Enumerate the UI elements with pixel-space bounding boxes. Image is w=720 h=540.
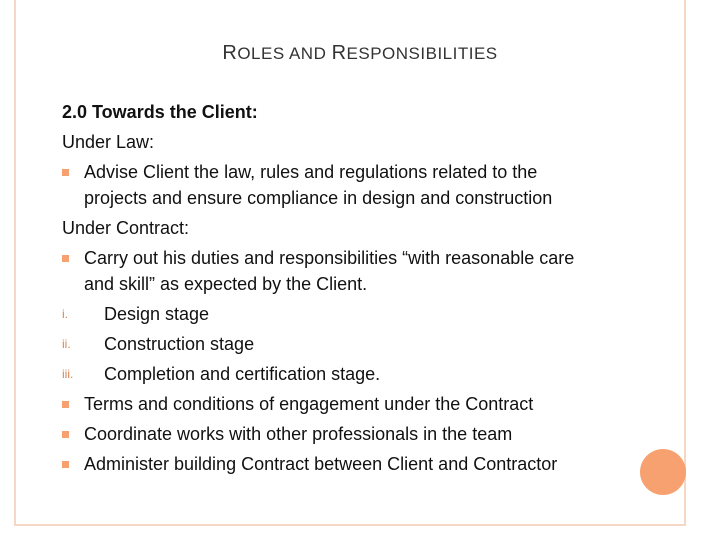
bullet-square-icon — [62, 431, 69, 438]
bullet-square-icon — [62, 169, 69, 176]
stage-item — [62, 329, 662, 359]
bullet-square-icon — [62, 255, 69, 262]
stage-text: Construction stage — [104, 334, 255, 354]
list-item-text: Terms and conditions of engagement under the Contract — [84, 394, 534, 414]
list-item-text: Coordinate works with other professionals in the team — [84, 424, 513, 444]
under-law-label: Under Law: — [62, 132, 155, 152]
bullet-square-icon — [62, 401, 69, 408]
list-item-continuation: projects and ensure compliance in design and construction — [84, 188, 553, 208]
list-item-text: Advise Client the law, rules and regulations related to the — [84, 162, 538, 182]
section-heading: 2.0 Towards the Client: — [62, 102, 258, 122]
title-cap-2: R — [331, 42, 347, 64]
list-item-continuation: and skill” as expected by the Client. — [84, 274, 368, 294]
under-contract-label: Under Contract: — [62, 218, 190, 238]
list-item-text: Administer building Contract between Client and Contractor — [84, 454, 558, 474]
title-part-2: ESPONSIBILITIES — [346, 44, 498, 63]
decorative-circle — [640, 449, 686, 495]
title-cap-1: R — [222, 42, 238, 64]
stage-item — [62, 299, 662, 329]
title-part-1: OLES AND — [237, 44, 332, 63]
bullet-square-icon — [62, 461, 69, 468]
slide-body — [62, 97, 662, 479]
stage-item — [62, 359, 662, 389]
list-item-text: Carry out his duties and responsibilities “with reasonable care — [84, 248, 575, 268]
list-item — [62, 389, 662, 419]
stage-number: ii. — [62, 337, 71, 351]
list-item — [62, 449, 662, 479]
list-item — [62, 419, 662, 449]
slide-title — [0, 42, 720, 65]
stage-text: Completion and certification stage. — [104, 364, 381, 384]
stage-text: Design stage — [104, 304, 210, 324]
stage-number: i. — [62, 307, 68, 321]
stage-number: iii. — [62, 367, 74, 381]
